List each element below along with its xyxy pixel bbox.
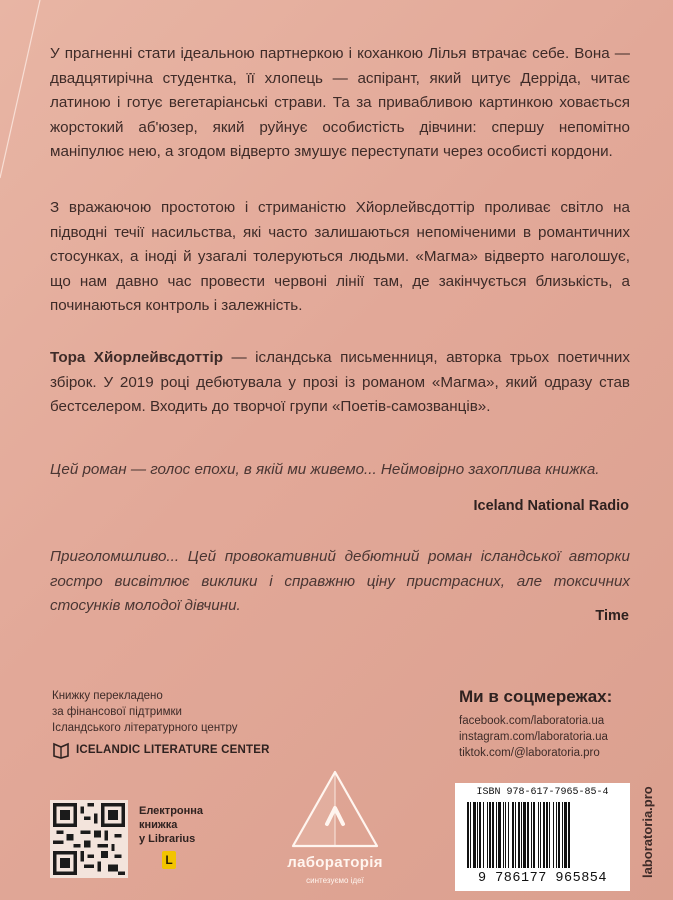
ebook-line-1: Електронна	[139, 805, 204, 817]
review-source-2: Time	[595, 608, 629, 624]
ilc-book-icon	[52, 741, 70, 759]
credits-line-3: Ісландського літературного центру	[52, 722, 238, 734]
publisher-slogan: синтезуємо ідеї	[306, 876, 364, 885]
barcode-icon	[465, 802, 620, 868]
credits-line-2: за фінансової підтримки	[52, 706, 182, 718]
review-quote-1: Цей роман — голос епохи, в якій ми живемо... Неймовірно захоплива книжка.	[50, 461, 600, 478]
credits-line-1: Книжку перекладено	[52, 690, 163, 702]
qr-code-icon[interactable]	[50, 800, 128, 878]
review-quote-2: Приголомшливо... Цей провокативний дебютний роман ісландської авторки гостро висвітлює виклики і справжню ціну пристрасних, але токсичних стосунків молодої дівчини.	[50, 548, 630, 614]
translation-credits	[52, 688, 237, 736]
publisher-name: лабораторія	[287, 854, 383, 871]
isbn-label: ISBN 978-617-7965-85-4	[476, 787, 609, 798]
instagram-link[interactable]: instagram.com/laboratoria.ua	[459, 731, 608, 743]
author-bio	[50, 346, 630, 420]
social-links	[459, 713, 608, 761]
ilc-name: ICELANDIC LITERATURE CENTER	[76, 744, 270, 756]
isbn-digits: 9 786177 965854	[477, 871, 608, 886]
social-title: Ми в соцмережах:	[459, 687, 613, 706]
triangle-logo-icon	[275, 766, 395, 856]
isbn-barcode	[455, 783, 630, 891]
review-source-1: Iceland National Radio	[473, 498, 629, 514]
author-name: Тора Хйорлейвсдоттір	[50, 349, 223, 366]
description-paragraph-2: З вражаючою простотою і стриманістю Хйорлейвсдоттір проливає світло на підводні течії насильства, які часто залишаються непоміченими в романтичних стосунках, а іноді й узагалі толеруються людьми. «Магма» відверто наголошує, що нам давно час провести червоні лінії там, де закінчується близькість, а починаються контроль і залежність.	[50, 199, 630, 314]
ebook-line-3: у Librarius	[139, 833, 196, 845]
icelandic-literature-center-logo	[52, 741, 270, 759]
author-bio-text: — ісландська письменниця, авторка трьох поетичних збірок. У 2019 році дебютувала у прозі із романом «Магма», який одразу став бестселером. Входить до творчої групи «Поетів-самозванців».	[50, 349, 630, 415]
description-paragraph-1: У прагненні стати ідеальною партнеркою і коханкою Лілья втрачає себе. Вона — двадцятирічна студентка, її хлопець — аспірант, який цитує Дерріда, читає латиною і готує вегетаріанські страви. Та за привабливою картинкою ховається жорстокий аб'юзер, який руйнує особистість дівчини: спершу непомітно маніпулює нею, а згодом відверто змушує переступати через особисті кордони.	[50, 45, 630, 160]
facebook-link[interactable]: facebook.com/laboratoria.ua	[459, 715, 605, 727]
tiktok-link[interactable]: tiktok.com/@laboratoria.pro	[459, 747, 600, 759]
ebook-line-2: книжка	[139, 819, 178, 831]
publisher-site[interactable]: laboratoria.pro	[640, 786, 655, 878]
librarius-logo: L	[162, 851, 176, 869]
ebook-librarius-label	[139, 804, 203, 846]
publisher-logo	[275, 766, 395, 896]
